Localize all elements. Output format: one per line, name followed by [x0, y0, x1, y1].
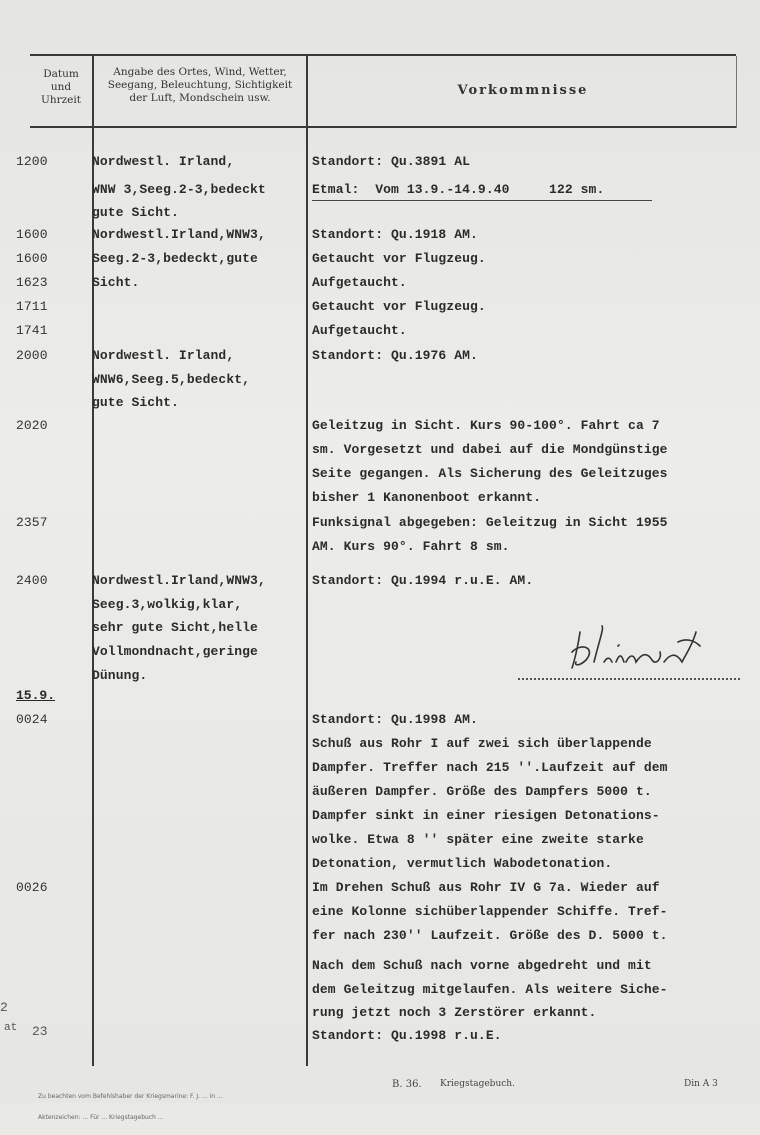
row-16-time: 2357: [16, 515, 48, 530]
row-1-ev: Standort: Qu.3891 AL: [312, 154, 471, 169]
row-22-loc: Dünung.: [92, 668, 148, 683]
footer-paper-size: Din A 3: [684, 1079, 718, 1089]
signature-dotted-line: [518, 678, 740, 680]
row-20-loc: sehr gute Sicht,helle: [92, 620, 258, 635]
table-header-rule: [30, 126, 736, 128]
row-6-ev: Aufgetaucht.: [312, 275, 407, 290]
margin-note-2: at: [4, 1022, 18, 1034]
row-2-ev: Etmal: Vom 13.9.-14.9.40 122 sm.: [312, 182, 605, 197]
footer-notes: [38, 1079, 225, 1135]
row-18-loc: Nordwestl.Irland,WNW3,: [92, 573, 266, 588]
row2-3-ev: Dampfer. Treffer nach 215 ''.Laufzeit auf dem: [312, 760, 668, 775]
row2-14-ev: Standort: Qu.1998 r.u.E.: [312, 1028, 502, 1043]
row-1-time: 1200: [16, 154, 48, 169]
footer-form-number: B. 36.: [392, 1079, 422, 1090]
row-5-loc: Seeg.2-3,bedeckt,gute: [92, 251, 258, 266]
row2-9-ev: eine Kolonne sichüberlappender Schiffe. Tref-: [312, 904, 668, 919]
header-location-line-1: Angabe des Ortes, Wind, Wetter,: [113, 66, 287, 78]
row-19-loc: Seeg.3,wolkig,klar,: [92, 597, 243, 612]
row2-1-ev: Standort: Qu.1998 AM.: [312, 712, 478, 727]
header-date-line: Datum: [43, 68, 79, 80]
row2-10-ev: fer nach 230'' Laufzeit. Größe des D. 5000 t.: [312, 928, 668, 943]
table-top-rule: [30, 54, 736, 56]
row-1-loc: Nordwestl. Irland,: [92, 154, 235, 169]
column-divider-2: [306, 56, 308, 1066]
row-4-loc: Nordwestl.Irland,WNW3,: [92, 227, 266, 242]
row-8-ev: Aufgetaucht.: [312, 323, 407, 338]
row-7-time: 1711: [16, 299, 48, 314]
row-12-time: 2020: [16, 418, 48, 433]
footer-title: Kriegstagebuch.: [440, 1079, 515, 1089]
row-5-ev: Getaucht vor Flugzeug.: [312, 251, 486, 266]
row-5-time: 1600: [16, 251, 48, 266]
row-9-ev: Standort: Qu.1976 AM.: [312, 348, 478, 363]
header-time-line: Uhrzeit: [41, 94, 81, 106]
footer-line-2: Aktenzeichen: ... Für ... Kriegstagebuch ...: [38, 1114, 166, 1121]
row2-5-ev: Dampfer sinkt in einer riesigen Detonations-: [312, 808, 660, 823]
row2-6-ev: wolke. Etwa 8 '' später eine zweite starke: [312, 832, 644, 847]
row-14-ev: Seite gegangen. Als Sicherung des Geleitzuges: [312, 466, 668, 481]
row-21-loc: Vollmondnacht,geringe: [92, 644, 258, 659]
row2-4-ev: äußeren Dampfer. Größe des Dampfers 5000 t.: [312, 784, 652, 799]
row2-13-ev: rung jetzt noch 3 Zerstörer erkannt.: [312, 1005, 597, 1020]
header-date-time: [30, 68, 92, 107]
header-location-line-2: Seegang, Beleuchtung, Sichtigkeit: [107, 79, 293, 91]
header-und-line: und: [50, 81, 72, 93]
row-4-time: 1600: [16, 227, 48, 242]
header-location-weather: [94, 66, 306, 105]
date-marker: 15.9.: [16, 688, 56, 703]
header-location-line-3: der Luft, Mondschein usw.: [129, 92, 271, 104]
row2-1-time: 0024: [16, 712, 48, 727]
row-9-loc: Nordwestl. Irland,: [92, 348, 235, 363]
row-11-loc: gute Sicht.: [92, 395, 179, 410]
row2-12-ev: dem Geleitzug mitgelaufen. Als weitere Siche-: [312, 982, 668, 997]
row-6-loc: Sicht.: [92, 275, 140, 290]
row2-11-ev: Nach dem Schuß nach vorne abgedreht und mit: [312, 958, 652, 973]
row-3-loc: gute Sicht.: [92, 205, 179, 220]
row-13-ev: sm. Vorgesetzt und dabei auf die Mondgünstige: [312, 442, 668, 457]
row-12-ev: Geleitzug in Sicht. Kurs 90-100°. Fahrt ca 7: [312, 418, 660, 433]
row2-2-ev: Schuß aus Rohr I auf zwei sich überlappende: [312, 736, 652, 751]
etmal-underline: [312, 200, 652, 201]
row2-8-time: 0026: [16, 880, 48, 895]
margin-note-1: 2: [0, 1000, 8, 1015]
row-18-ev: Standort: Qu.1994 r.u.E. AM.: [312, 573, 534, 588]
margin-note-3: 23: [32, 1024, 48, 1039]
row-8-time: 1741: [16, 323, 48, 338]
footer-line-1: Zu beachten vom Befehlshaber der Kriegsmarine: F. J. ... in ...: [38, 1093, 225, 1100]
row-10-loc: WNW6,Seeg.5,bedeckt,: [92, 372, 251, 387]
row-7-ev: Getaucht vor Flugzeug.: [312, 299, 486, 314]
signature-icon: [560, 612, 710, 678]
row-6-time: 1623: [16, 275, 48, 290]
row-2-loc: WNW 3,Seeg.2-3,bedeckt: [92, 182, 266, 197]
row-16-ev: Funksignal abgegeben: Geleitzug in Sicht 1955: [312, 515, 668, 530]
header-events: Vorkommnisse: [457, 83, 589, 98]
row-9-time: 2000: [16, 348, 48, 363]
row2-8-ev: Im Drehen Schuß aus Rohr IV G 7a. Wieder auf: [312, 880, 660, 895]
row-17-ev: AM. Kurs 90°. Fahrt 8 sm.: [312, 539, 510, 554]
row-15-ev: bisher 1 Kanonenboot erkannt.: [312, 490, 542, 505]
row-4-ev: Standort: Qu.1918 AM.: [312, 227, 478, 242]
row2-7-ev: Detonation, vermutlich Wabodetonation.: [312, 856, 613, 871]
row-18-time: 2400: [16, 573, 48, 588]
